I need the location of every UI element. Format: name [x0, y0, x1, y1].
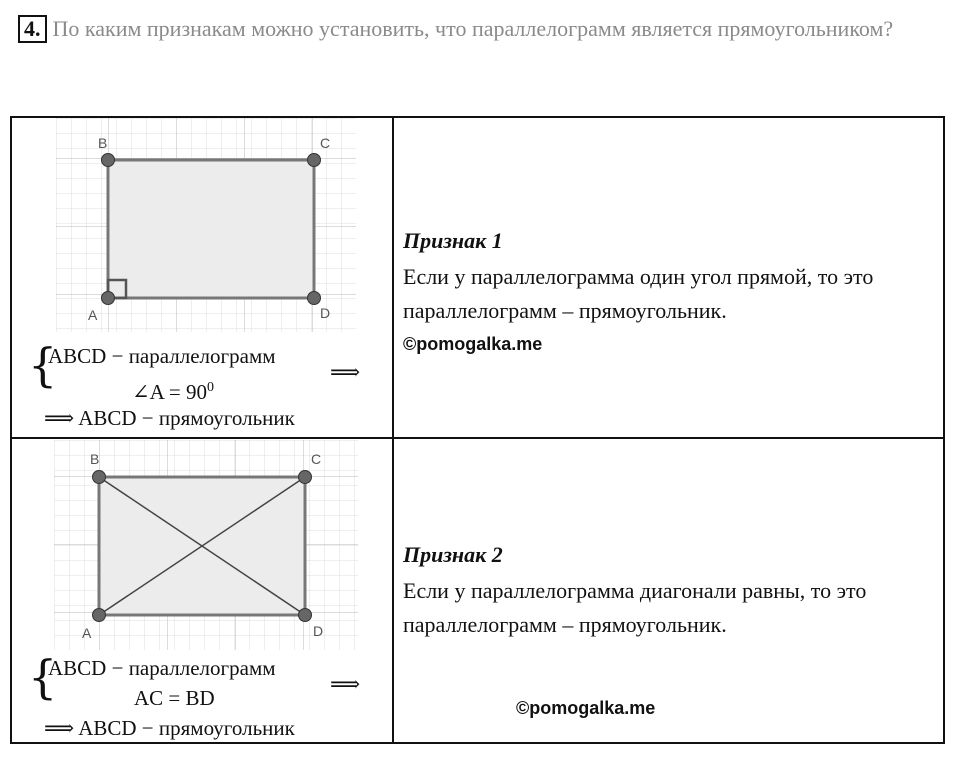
watermark-1: ©pomogalka.me [403, 334, 543, 354]
formula-text: ⟹ ABCD − прямоугольник [44, 716, 295, 740]
vertex-a [102, 292, 115, 305]
label-b: B [98, 135, 108, 151]
formula-superscript: 0 [206, 380, 214, 395]
vertex-a [93, 609, 106, 622]
sign-text-1: Если у параллелограмма один угол прямой, то это параллелограмм – прямоугольник. [403, 264, 874, 323]
vertex-b [102, 154, 115, 167]
answer-table [10, 116, 945, 744]
vertex-b [93, 471, 106, 484]
formula-text: ⟹ ABCD − прямоугольник [44, 406, 295, 430]
label-d: D [320, 305, 331, 321]
vertex-d [308, 292, 321, 305]
sign-title-1: Признак 1 [403, 228, 503, 253]
formula-text: ∠A = 90 [132, 380, 207, 404]
rectangle-abcd [108, 160, 314, 298]
sign-text-2: Если у параллелограмма диагонали равны, то это параллелограмм – прямоугольник. [403, 578, 867, 637]
formula-line3-1 [44, 404, 295, 432]
formula-line1-2 [48, 654, 276, 682]
vertex-c [299, 471, 312, 484]
question-text: По каким признакам можно установить, что параллелограмм является прямоугольником? [52, 16, 894, 41]
rectangle-figure-1 [56, 118, 356, 332]
formula-line2-2 [134, 684, 215, 712]
vertex-c [308, 154, 321, 167]
question [18, 12, 918, 46]
formula-arrow-2 [330, 670, 360, 698]
watermark-2: ©pomogalka.me [516, 698, 656, 718]
label-a: A [88, 307, 98, 323]
label-d: D [313, 623, 324, 639]
vertex-d [299, 609, 312, 622]
label-c: C [311, 451, 322, 467]
formula-line1-1 [48, 342, 276, 370]
formula-brace-1: { [28, 338, 58, 392]
label-a: A [82, 625, 92, 641]
column-divider [392, 118, 394, 742]
formula-brace-2: { [28, 650, 58, 704]
row-divider [12, 437, 943, 439]
sign-title-2: Признак 2 [403, 542, 503, 567]
arrow-text: ⟹ [330, 672, 361, 696]
formula-text: ABCD − параллелограмм [48, 344, 276, 368]
arrow-text: ⟹ [330, 360, 361, 384]
label-b: B [90, 451, 100, 467]
formula-line2-1 [132, 374, 214, 406]
label-c: C [320, 135, 331, 151]
rectangle-figure-2 [54, 440, 358, 650]
formula-arrow-1 [330, 358, 360, 386]
formula-text: ABCD − параллелограмм [48, 656, 276, 680]
formula-text: AC = BD [134, 686, 215, 710]
formula-line3-2 [44, 714, 295, 742]
question-number: 4. [18, 15, 47, 43]
